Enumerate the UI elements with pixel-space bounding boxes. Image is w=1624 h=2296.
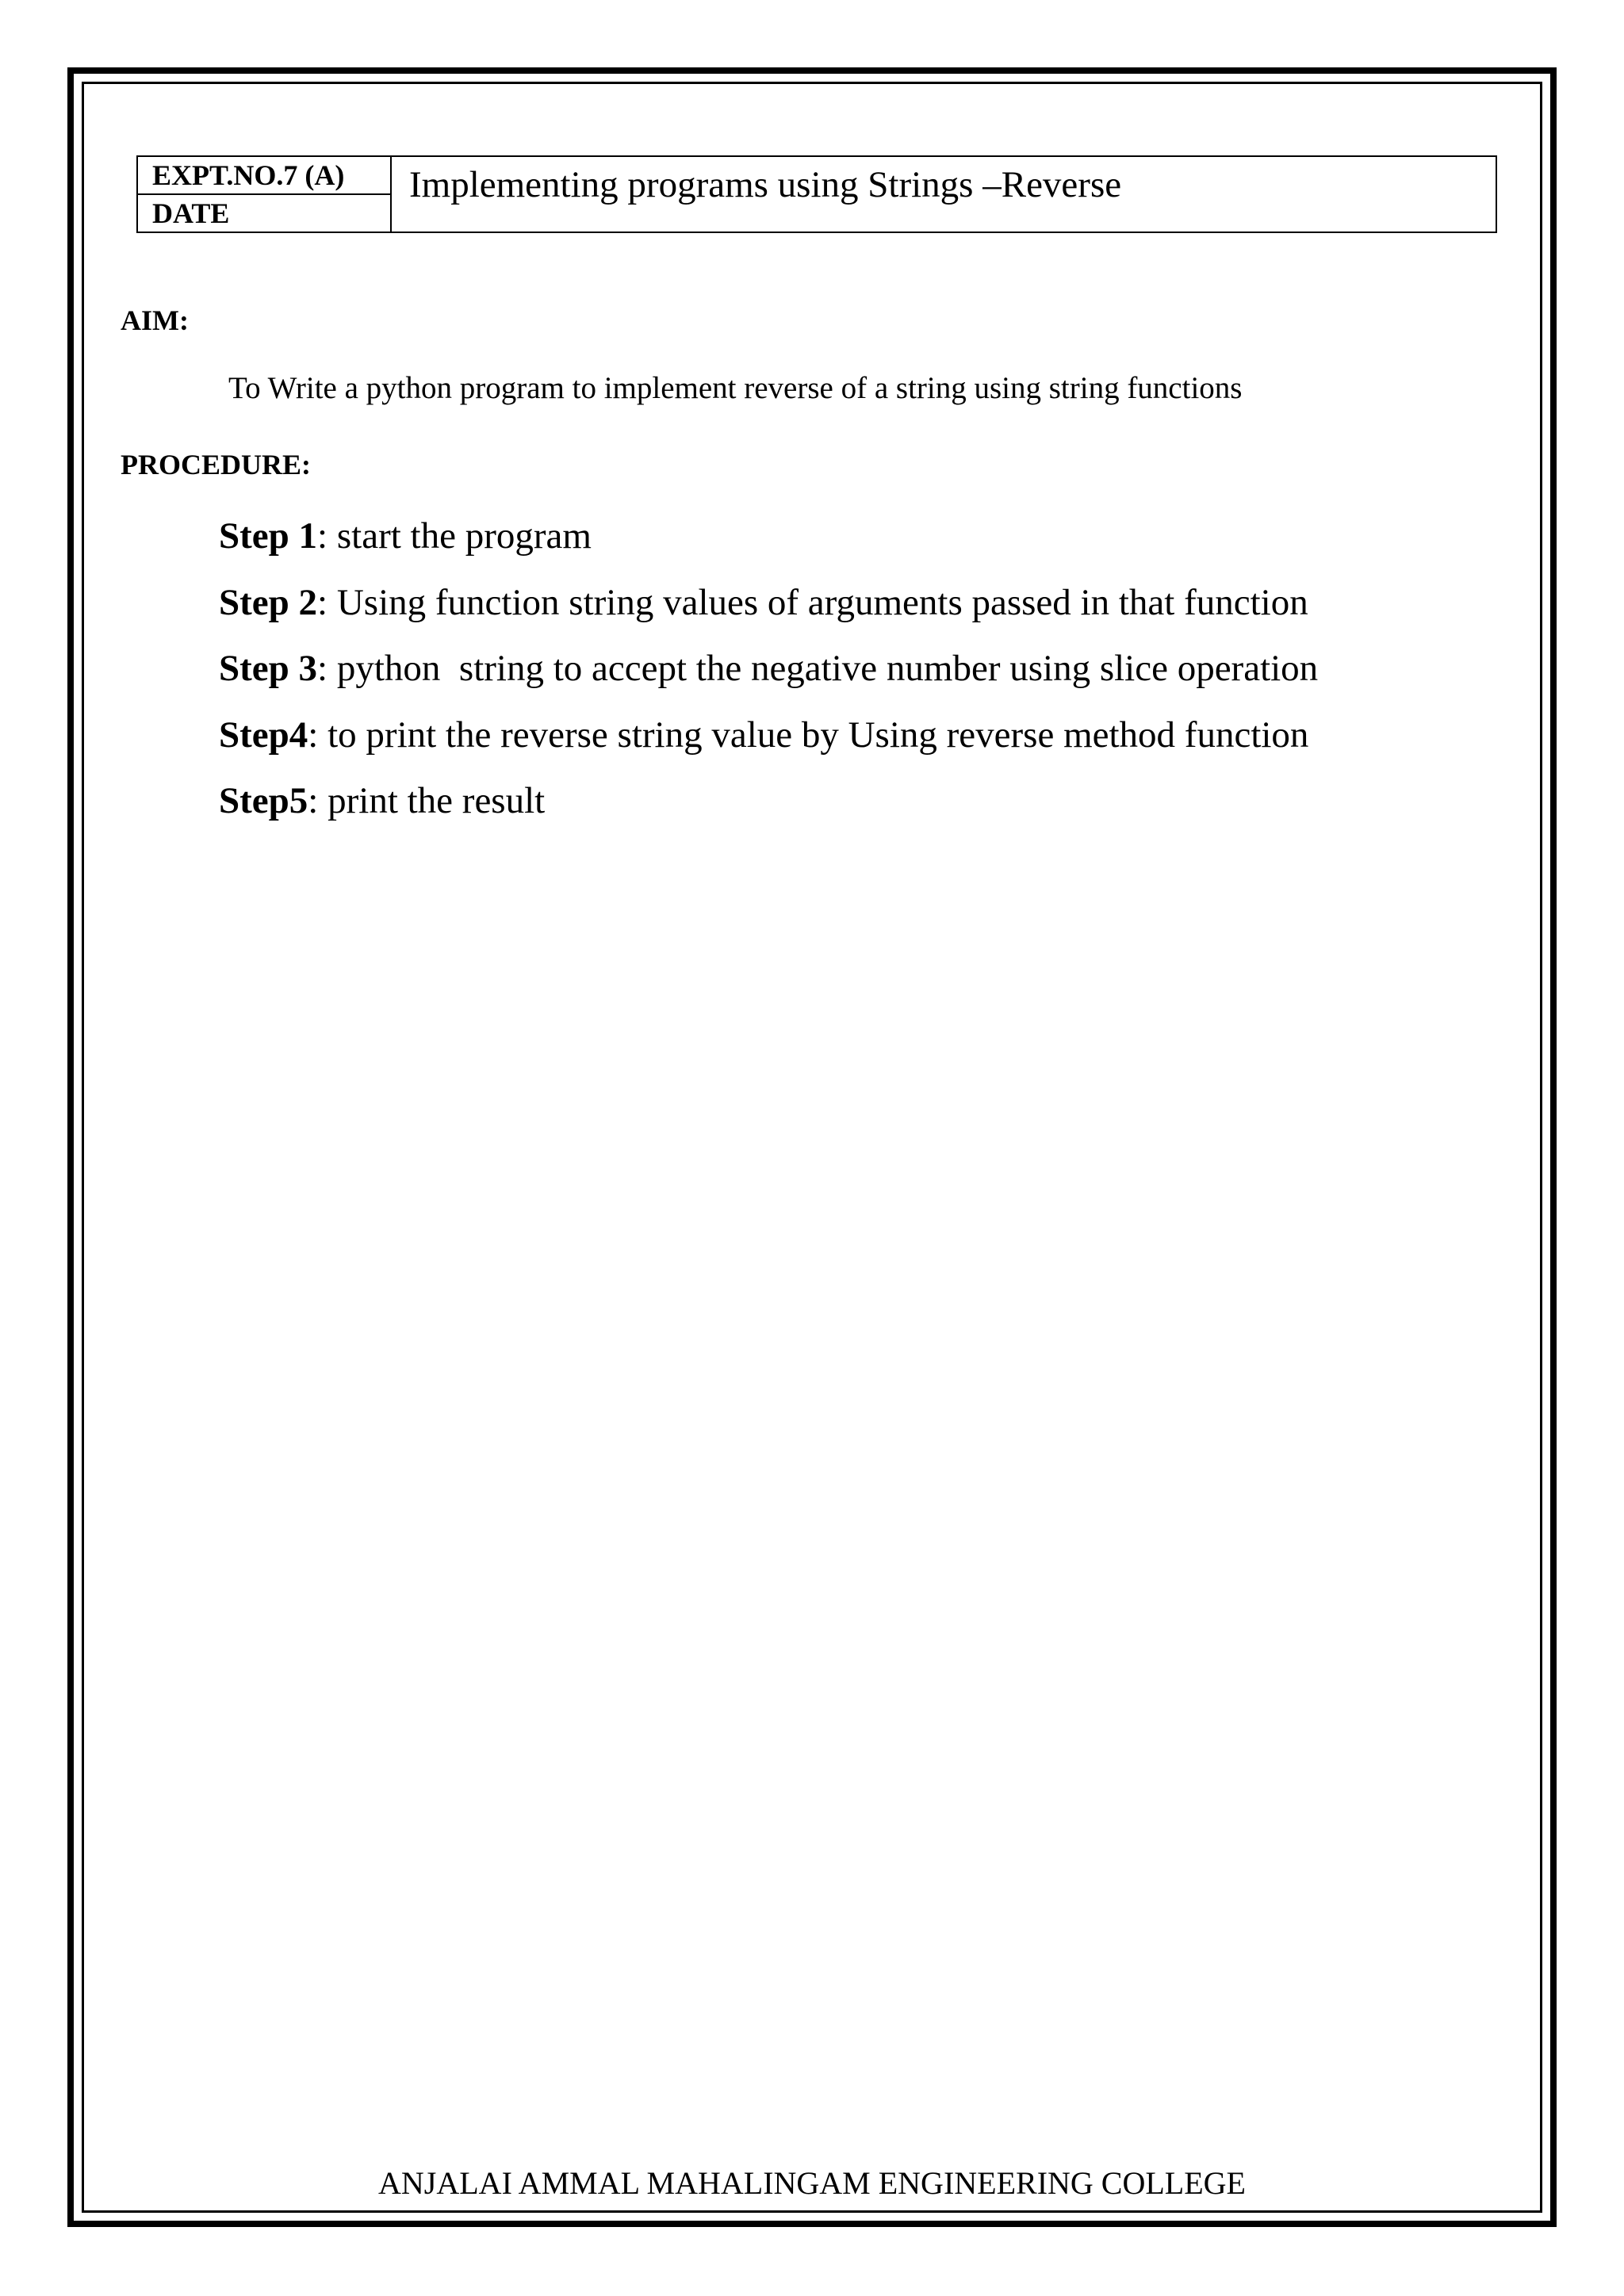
experiment-header-table xyxy=(136,155,1497,233)
procedure-step xyxy=(219,713,1318,779)
date-cell: DATE xyxy=(137,194,391,232)
procedure-step xyxy=(219,580,1318,647)
step-text: : Using function string values of arguments passed in that function xyxy=(317,581,1308,623)
procedure-step xyxy=(219,514,1318,580)
procedure-steps-list xyxy=(219,514,1318,845)
procedure-step xyxy=(219,779,1318,845)
procedure-step xyxy=(219,646,1318,713)
step-label: Step 1 xyxy=(219,515,318,557)
step-text: : print the result xyxy=(308,780,546,821)
expt-no-cell: EXPT.NO.7 (A) xyxy=(137,156,391,194)
college-footer: ANJALAI AMMAL MAHALINGAM ENGINEERING COLLEGE xyxy=(378,2165,1246,2201)
step-label: Step5 xyxy=(219,780,308,821)
step-text: : start the program xyxy=(317,515,592,557)
step-label: Step 3 xyxy=(219,648,318,689)
step-text: : to print the reverse string value by Using reverse method function xyxy=(308,714,1309,756)
step-label: Step4 xyxy=(219,714,308,756)
aim-text: To Write a python program to implement reverse of a string using string functions xyxy=(228,371,1243,405)
procedure-heading: PROCEDURE: xyxy=(121,449,311,480)
step-text: : python string to accept the negative number using slice operation xyxy=(317,648,1319,689)
experiment-title: Implementing programs using Strings –Reverse xyxy=(391,156,1496,232)
aim-heading: AIM: xyxy=(121,304,189,336)
step-label: Step 2 xyxy=(219,581,318,623)
